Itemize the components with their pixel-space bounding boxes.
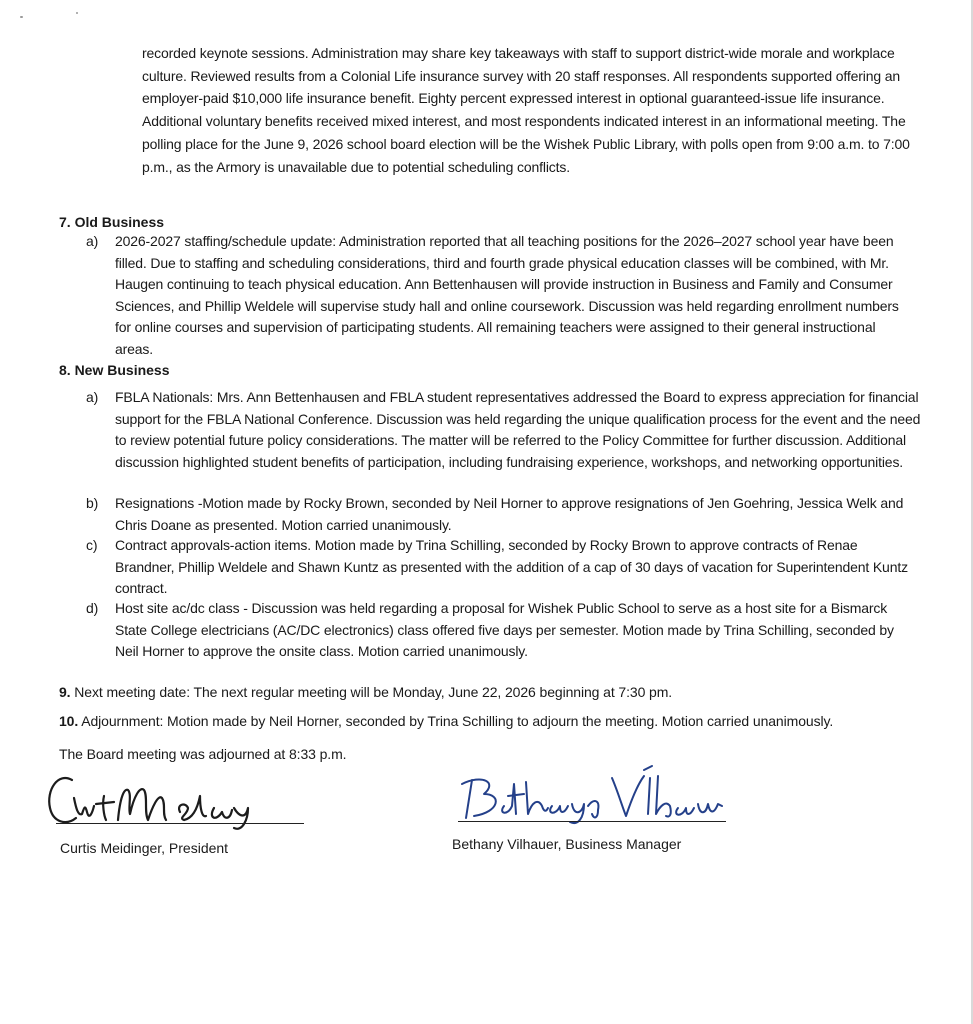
intro-paragraph: recorded keynote sessions. Administration may share key takeaways with staff to support district-wide morale and workplace culture. Reviewed results from a Colonial Life insurance survey with 20 staff responses. All respondents supported offering an employer-paid $10,000 life insurance benefit. Eighty percent expressed interest in optional guaranteed-issue life insurance. Additional voluntary benefits received mixed interest, and most respondents indicated interest in an informational meeting. The polling place for the June 9, 2026 school board election will be the Wishek Public Library, with polls open from 9:00 a.m. to 7:00 p.m., as the Armory is unavailable due to potential scheduling conflicts. (142, 45, 910, 175)
item-text: FBLA Nationals: Mrs. Ann Bettenhausen and FBLA student representatives addressed the Board to express appreciation for financial support for the FBLA National Conference. Discussion was held regarding the unique qualification process for the event and the need to review potential future policy considerations. The matter will be referred to the Policy Committee for further discussion. Additional discussion highlighted student benefits of participation, including fundraising experience, workshops, and networking opportunities. (115, 389, 921, 470)
president-name: Curtis Meidinger, President (60, 840, 229, 856)
item-marker: d) (86, 600, 99, 616)
business-manager-signature (448, 764, 738, 826)
scan-speck (76, 12, 78, 14)
adjournment-number: 10. (59, 713, 79, 729)
business-manager-name: Bethany Vilhauer, Business Manager (452, 836, 682, 852)
new-business-item-c (86, 535, 916, 600)
scan-speck (20, 16, 23, 18)
next-meeting-line (59, 684, 672, 700)
item-text: Resignations -Motion made by Rocky Brown, seconded by Neil Horner to approve resignations of Jen Goehring, Jessica Welk and Chris Doane as presented. Motion carried unanimously. (115, 495, 904, 533)
president-signature (44, 768, 304, 836)
new-business-heading: 8. New Business (59, 362, 170, 378)
item-marker: a) (86, 233, 99, 249)
old-business-heading: 7. Old Business (59, 214, 165, 230)
next-meeting-number: 9. (59, 684, 71, 700)
item-marker: b) (86, 495, 99, 511)
new-business-item-b (86, 493, 926, 536)
adjournment-line (59, 713, 833, 729)
business-manager-signature-line (458, 821, 726, 822)
closing-line: The Board meeting was adjourned at 8:33 p.m. (59, 746, 347, 762)
new-business-item-a (86, 387, 921, 473)
adjournment-text: Adjournment: Motion made by Neil Horner, seconded by Trina Schilling to adjourn the meeting. Motion carried unanimously. (81, 713, 834, 729)
item-marker: a) (86, 389, 99, 405)
item-text: 2026-2027 staffing/schedule update: Administration reported that all teaching positions for the 2026–2027 school year have been filled. Due to staffing and scheduling considerations, third and fourth grade physical education classes will be combined, with Mr. Haugen continuing to teach physical education. Ann Bettenhausen will provide instruction in Business and Family and Consumer Sciences, and Phillip Weldele will supervise study hall and online coursework. Discussion was held regarding enrollment numbers for online courses and supervision of participating students. All remaining teachers were assigned to their general instructional areas. (115, 233, 899, 357)
next-meeting-text: Next meeting date: The next regular meeting will be Monday, June 22, 2026 beginning at 7:30 pm. (74, 684, 673, 700)
old-business-item-a (86, 231, 906, 360)
president-signature-line (56, 823, 304, 824)
item-marker: c) (86, 537, 98, 553)
new-business-item-d (86, 598, 921, 663)
item-text: Host site ac/dc class - Discussion was held regarding a proposal for Wishek Public School to serve as a host site for a Bismarck State College electricians (AC/DC electronics) class offered five days per semester. Motion made by Trina Schilling, seconded by Neil Horner to approve the onsite class. Motion carried unanimously. (115, 600, 894, 659)
item-text: Contract approvals-action items. Motion made by Trina Schilling, seconded by Rocky Brown to approve contracts of Renae Brandner, Phillip Weldele and Shawn Kuntz as presented with the addition of a cap of 30 days of vacation for Superintendent Kuntz contract. (115, 537, 908, 596)
